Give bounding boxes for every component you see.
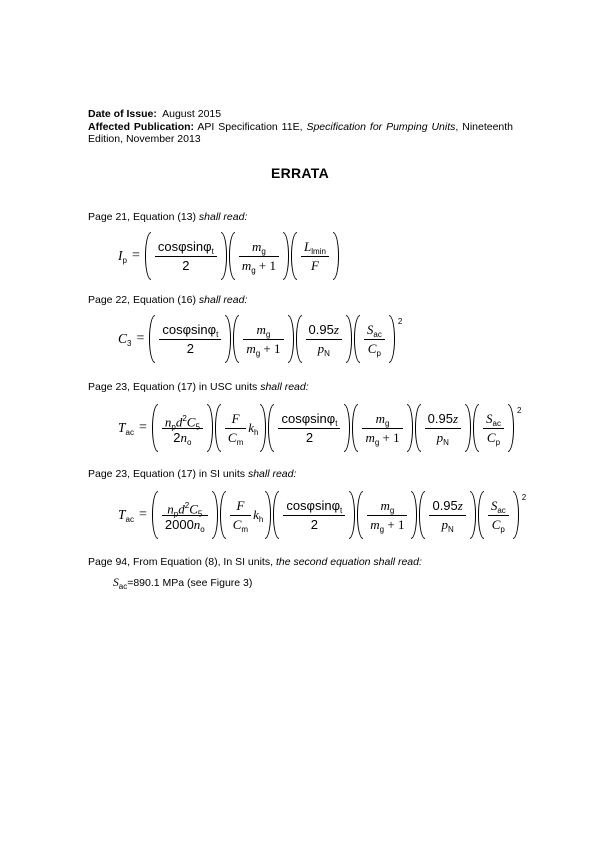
affected-label: Affected Publication: xyxy=(88,120,195,133)
date-value: August 2015 xyxy=(162,108,222,120)
equation-8-si: $S_{ac}=890.1$ MPa (see Figure 3) xyxy=(113,577,253,591)
errata-item-ref: Page 21, Equation (13) shall read: xyxy=(88,211,248,223)
equation-17-usc: $T_{ac}$ = $\frac{n_pd^2C_5}{2n_o}$ $\frac{F}{C_m}$ $k_h$ $\frac{\cos\varphi\sin\varphi_t}{2}$ $\frac{m_g}{m_g + 1}$ $\frac{0.95z}{p_N}$ $\frac{S_{ac}}{C_p}$ 2 xyxy=(118,404,521,452)
page-title: ERRATA xyxy=(270,165,330,181)
equation-13: $I_p$ = $\frac{\cos\varphi\sin\varphi_t}{2}$ $\frac{m_g}{m_g + 1}$ $\frac{L_{lmin}}{F}$ xyxy=(118,232,341,280)
affected-value-1: API Specification 11E, xyxy=(197,120,303,133)
affected-value-2: , Nineteenth Edition, November 2013 xyxy=(88,120,514,145)
errata-item-ref: Page 23, Equation (17) in SI units shall read: xyxy=(88,468,297,480)
affected-value-title: Specification for Pumping Units xyxy=(306,120,456,133)
errata-item-ref: Page 23, Equation (17) in USC units shall read: xyxy=(88,381,309,393)
date-label: Date of Issue: xyxy=(88,108,157,120)
date-of-issue xyxy=(88,108,513,121)
document-header xyxy=(88,108,513,146)
affected-publication xyxy=(88,121,513,146)
errata-item-ref: Page 22, Equation (16) shall read: xyxy=(88,294,248,306)
equation-16: $C_3$ = $\frac{\cos\varphi\sin\varphi_t}{2}$ $\frac{m_g}{m_g + 1}$ $\frac{0.95z}{p_N}$ $\frac{S_{ac}}{C_p}$ 2 xyxy=(118,315,402,363)
errata-item-ref: Page 94, From Equation (8), In SI units, the second equation shall read: xyxy=(88,556,422,568)
equation-17-si: $T_{ac}$ = $\frac{n_pd^2C_5}{2000n_o}$ $\frac{F}{C_m}$ $k_h$ $\frac{\cos\varphi\sin\varphi_t}{2}$ $\frac{m_g}{m_g + 1}$ $\frac{0.95z}{p_N}$ $\frac{S_{ac}}{C_p}$ 2 xyxy=(118,491,526,539)
